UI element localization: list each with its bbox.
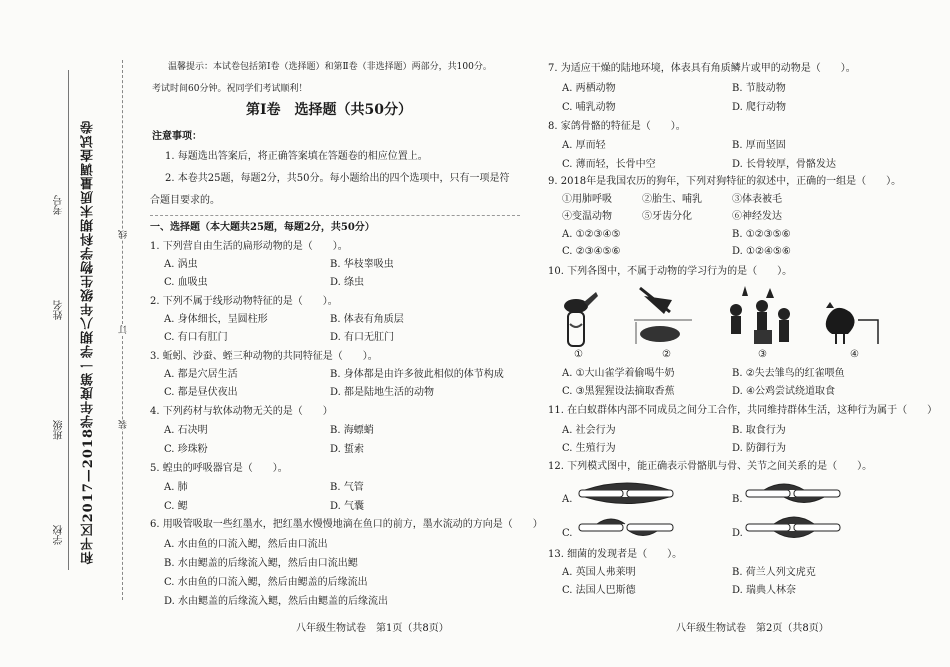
note-2-line-1: 2. 本卷共25题，每题2分，共50分。每小题给出的四个选项中，只有一项是符 [165, 173, 510, 184]
question-stem: 3. 蚯蚓、沙蚕、蛭三种动物的共同特征是（ ）。 [150, 351, 378, 362]
option-a: A. 身体细长，呈圆柱形 [164, 314, 268, 325]
option-a: A. ①②③④⑤ [562, 229, 621, 240]
option-c: C. [562, 528, 573, 539]
option-b: B. 荷兰人列文虎克 [732, 567, 816, 578]
option-d: D. 瑞典人林奈 [732, 585, 797, 596]
option-a: A. 厚而轻 [562, 140, 606, 151]
question-stem: 2. 下列不属于线形动物特征的是（ ）。 [150, 296, 338, 307]
question-stem: 6. 用吸管吸取一些红墨水，把红墨水慢慢地滴在鱼口的前方，墨水流动的方向是（ ） [150, 519, 543, 530]
option-d: D. 都是陆地生活的动物 [330, 387, 435, 398]
figure-label-3: ③ [758, 349, 767, 360]
option-c: C. 哺乳动物 [562, 102, 616, 113]
figure-label-4: ④ [850, 349, 859, 360]
option-b: B. 体表有角质层 [330, 314, 404, 325]
option-b: B. 气管 [330, 482, 364, 493]
question-stem: 11. 在白蚁群体内部不同成员之间分工合作，共同维持群体生活，这种行为属于（ ） [548, 405, 938, 416]
question-stem: 12. 下列模式图中，能正确表示骨骼肌与骨、关节之间关系的是（ ）。 [548, 461, 873, 472]
question-stem: 10. 下列各图中，不属于动物的学习行为的是（ ）。 [548, 266, 793, 277]
option-b: B. 厚而坚固 [732, 140, 786, 151]
option-c: C. 珍珠粉 [164, 444, 208, 455]
exam-tip-line-1: 温馨提示：本试卷包括第Ⅰ卷（选择题）和第Ⅱ卷（非选择题）两部分，共100分。 [168, 62, 492, 72]
option-a: A. ①大山雀学着偷喝牛奶 [562, 368, 675, 379]
option-b: B. 取食行为 [732, 425, 786, 436]
option-b: B. ①②③⑤⑥ [732, 229, 791, 240]
option-b: B. 华枝睾吸虫 [330, 259, 394, 270]
feature-6: ⑥神经发达 [732, 211, 782, 222]
option-c: C. 血吸虫 [164, 277, 208, 288]
option-a: A. 两栖动物 [562, 83, 616, 94]
question-stem: 7. 为适应干燥的陆地环境，体表具有角质鳞片或甲的动物是（ ）。 [548, 63, 856, 74]
name-label: 姓名 [54, 300, 65, 320]
section-divider [150, 215, 520, 216]
question-stem: 13. 细菌的发现者是（ ）。 [548, 549, 683, 560]
option-a: A. [562, 494, 573, 505]
muscle-bone-diagram-a [577, 478, 677, 508]
cut-word-1: 装 [119, 420, 129, 429]
option-a: A. 肺 [164, 482, 188, 493]
cut-word-3: 线 [119, 230, 129, 239]
option-c: C. 薄而轻，长骨中空 [562, 159, 656, 170]
exam-side-title: 和平区2017—2018学年度第一学期八年级生物学科期末质量调查试卷 [81, 120, 96, 565]
notes-title: 注意事项： [152, 131, 202, 142]
learning-behavior-figures [560, 282, 890, 362]
feature-4: ④变温动物 [562, 211, 612, 222]
option-d: D. [732, 528, 743, 539]
option-a: A. 石决明 [164, 425, 208, 436]
chimpanzee-banana-figure [730, 286, 790, 344]
option-c: C. 法国人巴斯德 [562, 585, 636, 596]
question-stem: 5. 蝗虫的呼吸器官是（ ）。 [150, 463, 288, 474]
feature-1: ①用肺呼吸 [562, 194, 612, 205]
option-d: D. 有口无肛门 [330, 332, 395, 343]
option-a: A. 水由鱼的口流入鳃，然后由口流出 [164, 539, 328, 550]
option-d: D. 绦虫 [330, 277, 365, 288]
option-a: A. 涡虫 [164, 259, 198, 270]
option-d: D. 蜇索 [330, 444, 365, 455]
rooster-detour-figure [826, 302, 878, 344]
muscle-bone-diagram-c [577, 512, 677, 542]
feature-2: ②胎生、哺乳 [642, 194, 702, 205]
figure-label-1: ① [574, 349, 583, 360]
note-1: 1. 每题选出答案后，将正确答案填在答题卷的相应位置上。 [165, 151, 428, 162]
question-stem: 8. 家鸽骨骼的特征是（ ）。 [548, 121, 686, 132]
option-a: A. 都是穴居生活 [164, 369, 238, 380]
section-title: 第Ⅰ卷 选择题（共50分） [246, 102, 413, 118]
feature-5: ⑤牙齿分化 [642, 211, 692, 222]
option-b: B. 节肢动物 [732, 83, 786, 94]
question-stem: 9. 2018年是我国农历的狗年，下列对狗特征的叙述中，正确的一组是（ ）。 [548, 176, 902, 187]
option-a: A. 英国人弗莱明 [562, 567, 636, 578]
part-title: 一、选择题（本大题共25题，每题2分，共50分） [150, 222, 375, 233]
option-b: B. ②失去雏鸟的红雀喂鱼 [732, 368, 845, 379]
option-d: D. 爬行动物 [732, 102, 787, 113]
option-d: D. 长骨较厚，骨骼发达 [732, 159, 837, 170]
option-c: C. ②③④⑤⑥ [562, 246, 621, 257]
exam-number-label: 考号 [54, 195, 65, 215]
feature-3: ③体表被毛 [732, 194, 782, 205]
question-stem: 1. 下列营自由生活的扁形动物的是（ ）。 [150, 241, 348, 252]
muscle-bone-diagram-b [744, 478, 844, 508]
figure-label-2: ② [662, 349, 671, 360]
footer-page-2: 八年级生物试卷 第2页（共8页） [676, 623, 829, 634]
exam-tip-line-2: 考试时间60分钟。祝同学们考试顺利！ [152, 84, 308, 94]
option-c: C. ③黑猩猩设法摘取香蕉 [562, 386, 675, 397]
question-stem: 4. 下列药材与软体动物无关的是（ ） [150, 406, 333, 417]
class-label: 班级 [54, 420, 65, 440]
footer-page-1: 八年级生物试卷 第1页（共8页） [296, 623, 449, 634]
option-b: B. [732, 494, 743, 505]
option-c: C. 鳃 [164, 501, 188, 512]
fill-line [68, 70, 69, 570]
option-d: D. ④公鸡尝试绕道取食 [732, 386, 835, 397]
option-a: A. 社会行为 [562, 425, 616, 436]
note-2-line-2: 合题目要求的。 [150, 195, 220, 206]
option-b: B. 水由鳃盖的后缘流入鳃，然后由口流出鳃 [164, 558, 358, 569]
option-d: D. ①②④⑤⑥ [732, 246, 791, 257]
option-c: C. 生殖行为 [562, 443, 616, 454]
option-c: C. 都是昼伏夜出 [164, 387, 238, 398]
cardinal-feeding-fish-figure [634, 288, 692, 344]
option-b: B. 身体都是由许多彼此相似的体节构成 [330, 369, 504, 380]
school-label: 学校 [54, 525, 65, 545]
cut-word-2: 订 [119, 325, 129, 334]
muscle-bone-diagram-d [744, 512, 844, 542]
option-b: B. 海螵蛸 [330, 425, 374, 436]
bird-milk-bottle-figure [564, 292, 598, 346]
option-c: C. 水由鱼的口流入鳃，然后由鳃盖的后缘流出 [164, 577, 368, 588]
option-d: D. 防御行为 [732, 443, 787, 454]
option-d: D. 水由鳃盖的后缘流入鳃，然后由鳃盖的后缘流出 [164, 596, 389, 607]
option-c: C. 有口有肛门 [164, 332, 228, 343]
option-d: D. 气囊 [330, 501, 365, 512]
